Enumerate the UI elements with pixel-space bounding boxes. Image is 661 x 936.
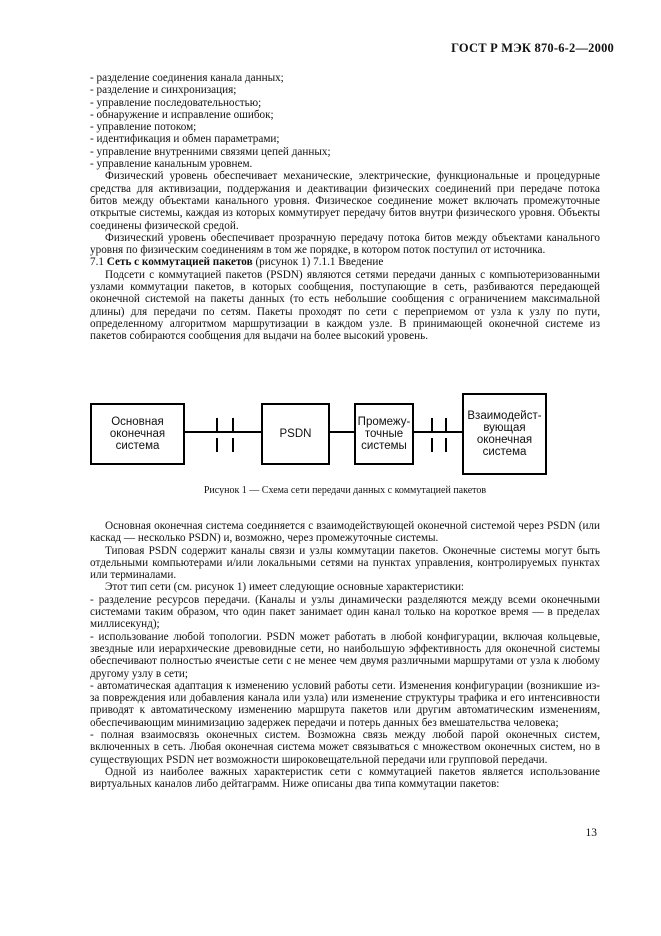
intermediate-systems-box [354, 403, 414, 465]
link-tick [232, 418, 234, 432]
section-figure-ref: (рисунок 1) [255, 256, 311, 269]
document-header: ГОСТ Р МЭК 870-6-2—2000 [451, 41, 614, 55]
paragraph: Физический уровень обеспечивает механические, электрические, функциональные и процедурные средства для активизации, поддержания и деактивации физических соединений при передаче потока битов между объектами канального уровня. Физическое соединение может включать промежуточные открытые системы, каждая из которых коммутирует передачу битов внутри физического уровня. Объекты соединены физической средой. [90, 170, 600, 232]
list-item: - управление потоком; [90, 121, 197, 134]
interacting-end-system-box [462, 393, 547, 475]
box-label-line: оконечная [476, 434, 533, 446]
subsection-title: Введение [338, 256, 384, 269]
paragraph: Физический уровень обеспечивает прозрачную передачу потока битов между объектами канального уровня по физическим соединениям в том же порядке, в котором поток поступил от источника. [90, 231, 600, 257]
link-tick [445, 438, 447, 452]
network-diagram [88, 393, 588, 475]
section-number: 7.1 [90, 256, 104, 269]
link-tick [445, 418, 447, 432]
feature-item: - автоматическая адаптация к изменению условий работы сети. Изменения конфигурации (возникшие из-за повреждения или добавления канала или узла) или изменение структуры трафика и его интенсивности приводят к автоматическому изменению маршрута пакетов или другим автоматическим изменениям, обеспечивающим минимизацию задержек передачи и потерь данных без вмешательства человека; [90, 679, 600, 729]
feature-item: - разделение ресурсов передачи. (Каналы и узлы динамически разделяются между всеми оконечными системами таким образом, что один пакет занимает один канал только на короткое время — в пределах миллисекунд); [90, 593, 600, 631]
paragraph: Типовая PSDN содержит каналы связи и узлы коммутации пакетов. Оконечные системы могут быть отдельными компьютерами и/или локальными сетями на пунктах управления, контролируемых пунктах или терминалами. [90, 544, 600, 582]
list-item: - управление последовательностью; [90, 96, 262, 109]
link-tick [431, 418, 433, 432]
origin-end-system-box [90, 403, 185, 465]
feature-item: - использование любой топологии. PSDN может работать в любой конфигурации, включая кольцевые, звездные или иерархические древовидные сети, но наибольшую эффективность для оконечной системы обеспечивают полностью ячеистые сети с не менее чем двумя различными маршрутами от узла к любому другому узлу в сети; [90, 630, 600, 680]
subsection-heading [313, 256, 383, 268]
text-block-lower [90, 520, 600, 791]
box-label-line: точные [364, 428, 404, 440]
list-item: - управление внутренними связями цепей данных; [90, 145, 331, 158]
psdn-box [261, 403, 330, 465]
list-item: - идентификация и обмен параметрами; [90, 133, 280, 146]
box-label-line: система [482, 446, 527, 458]
box-label-line: Основная [111, 416, 164, 428]
figure-caption: Рисунок 1 — Схема сети передачи данных с коммутацией пакетов [203, 485, 487, 496]
feature-item: - полная взаимосвязь оконечных систем. Возможна связь между любой парой оконечных систем, включенных в сеть. Любая оконечная система может связываться с множеством оконечных систем, но в существующих PSDN нет возможности широковещательной передачи или групповой передачи. [90, 729, 600, 766]
paragraph: Этот тип сети (см. рисунок 1) имеет следующие основные характеристики: [105, 581, 465, 594]
list-item: - разделение соединения канала данных; [90, 72, 284, 84]
link-line-3 [414, 431, 462, 433]
box-label-line: оконечная [109, 428, 166, 440]
link-tick [232, 438, 234, 452]
link-line-2 [330, 431, 354, 433]
paragraph: Подсети с коммутацией пакетов (PSDN) являются сетями передачи данных с компьютеризованными узлами коммутации пакетов, в которых сообщения, поступающие в сеть, разбиваются передающей оконечной системой на пакеты данных (то есть небольшие сообщения с ограничением максимальной длины) для передачи по сетям. Пакеты проходят по сети с переприемом от узла к узлу по пути, определенному алгоритмом маршрутизации в каждом узле. В принимающей оконечной системе из пакетов собираются сообщения для выдачи на более высокий уровень. [90, 268, 600, 343]
box-label-line: системы [361, 440, 407, 452]
box-label-line: PSDN [279, 428, 312, 440]
box-label-line: система [115, 440, 160, 452]
section-title: Сеть с коммутацией пакетов [106, 256, 253, 269]
paragraph: Основная оконечная система соединяется с взаимодействующей оконечной системой через PSDN (или каскад — несколько PSDN) и, возможно, через промежуточные системы. [90, 520, 600, 545]
box-label-line: Промежу- [357, 416, 411, 428]
box-label-line: Взаимодейст- [467, 410, 542, 422]
list-item: - обнаружение и исправление ошибок; [90, 108, 274, 121]
link-tick [431, 438, 433, 452]
list-item: - управление канальным уровнем. [90, 158, 253, 171]
list-item: - разделение и синхронизация; [90, 84, 237, 97]
link-tick [216, 418, 218, 432]
paragraph: Одной из наиболее важных характеристик сети с коммутацией пакетов является использование виртуальных каналов либо дейтаграмм. Ниже описаны два типа коммутации пакетов: [90, 765, 600, 791]
page-number: 13 [585, 827, 597, 839]
subsection-number: 7.1.1 [313, 256, 336, 269]
box-label-line: вующая [483, 422, 526, 434]
text-block-upper [90, 72, 600, 343]
section-heading [90, 256, 313, 268]
link-tick [216, 438, 218, 452]
link-line-1 [185, 431, 261, 433]
